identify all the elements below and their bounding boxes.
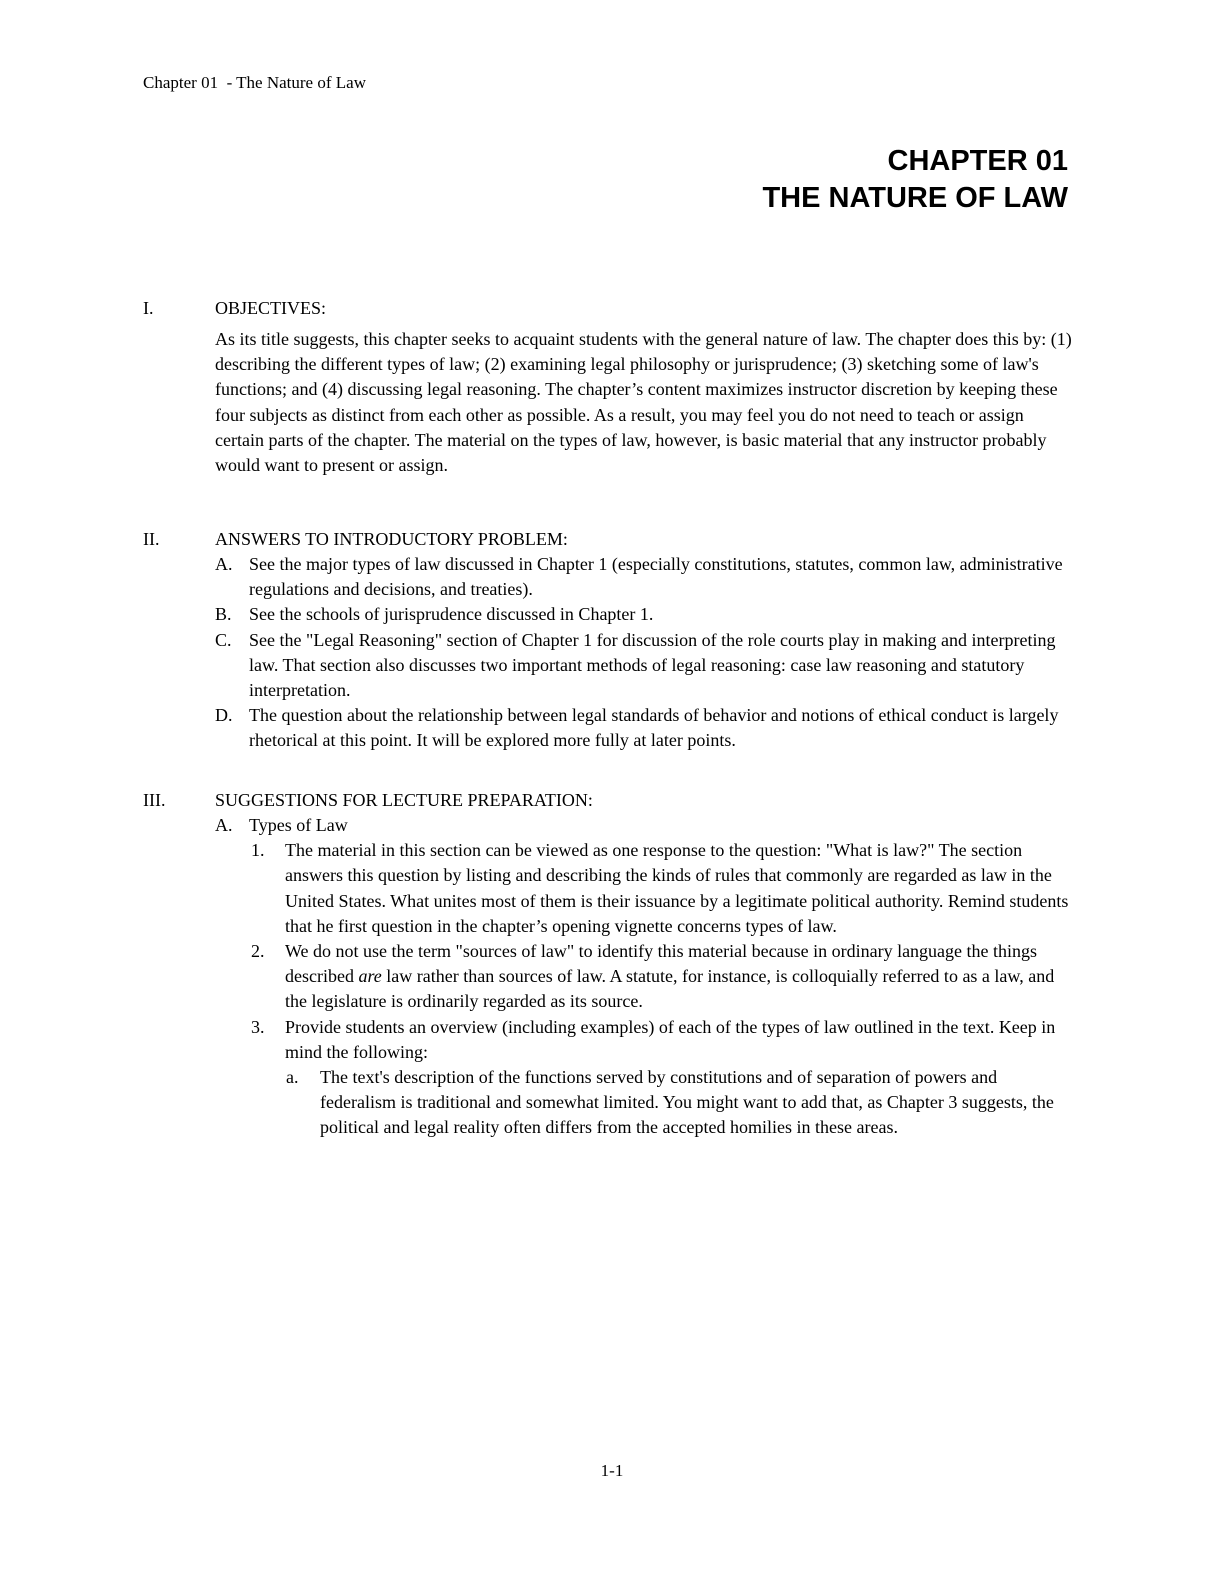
list-marker: 1.	[251, 840, 265, 861]
section-objectives	[143, 296, 1073, 478]
list-marker: B.	[215, 604, 232, 625]
objectives-paragraph: As its title suggests, this chapter seeks to acquaint students with the general nature of law. The chapter does this by: (1) describing the different types of law; (2) examining legal philosophy or jurisprudence; (3) sketching some of law's functions; and (4) discussing legal reasoning. The chapter’s content maximizes instructor discretion by keeping these four subjects as distinct from each other as possible. As a result, you may feel you do not need to teach or assign certain parts of the chapter. The material on the types of law, however, is basic material that any instructor probably would want to present or assign.	[215, 329, 1072, 476]
answers-list	[143, 552, 1073, 754]
chapter-number: CHAPTER 01	[887, 145, 1068, 177]
running-header: Chapter 01 - The Nature of Law	[143, 73, 366, 92]
list-item-text: The question about the relationship between legal standards of behavior and notions of ethical conduct is largely rhetorical at this point. It will be explored more fully at later points.	[249, 705, 1059, 751]
section-number: I.	[143, 298, 154, 318]
section-answers	[143, 527, 1073, 754]
section-heading	[143, 527, 1073, 552]
list-item-text: Provide students an overview (including examples) of each of the types of law outlined in the text. Keep in mind the following:	[285, 1016, 1056, 1062]
section-heading	[143, 296, 1073, 321]
list-marker: 2.	[251, 941, 265, 962]
list-item	[251, 1015, 1075, 1065]
list-item-text: See the schools of jurisprudence discussed in Chapter 1.	[249, 604, 654, 625]
list-item-text: See the major types of law discussed in Chapter 1 (especially constitutions, statutes, common law, administrative regulations and decisions, and treaties).	[249, 554, 1063, 600]
list-item	[215, 813, 1075, 838]
list-marker: A.	[215, 815, 233, 835]
list-item	[215, 552, 1075, 602]
page-number: 1-1	[600, 1461, 624, 1480]
list-item-text	[285, 941, 1054, 1011]
list-item	[286, 1065, 1075, 1141]
emphasis-text: are	[358, 966, 382, 987]
section-title: ANSWERS TO INTRODUCTORY PROBLEM:	[215, 529, 568, 549]
section-title: SUGGESTIONS FOR LECTURE PREPARATION:	[215, 790, 593, 810]
section-number: III.	[143, 790, 166, 810]
text-segment: We do not use the term "sources of law" to identify this material because in ordinary language the things described	[285, 941, 1038, 987]
text-segment: law rather than sources of law. A statute, for instance, is colloquially referred to as a law, and the legislature is ordinarily regarded as its source.	[285, 966, 1055, 1012]
list-item-text: The material in this section can be viewed as one response to the question: "What is law?" The section answers this question by listing and describing the kinds of rules that commonly are regarded as law in the United States. What unites most of them is their issuance by a legitimate political authority. Remind students that he first question in the chapter’s opening vignette concerns types of law.	[285, 840, 1069, 936]
list-item	[215, 628, 1075, 704]
list-marker: A.	[215, 554, 233, 574]
suggestions-list	[143, 813, 1073, 1141]
list-marker: 3.	[251, 1016, 265, 1037]
list-marker: C.	[215, 629, 232, 650]
list-item	[251, 939, 1075, 1015]
section-title: OBJECTIVES:	[215, 298, 327, 318]
list-item-text: See the "Legal Reasoning" section of Chapter 1 for discussion of the role courts play in making and interpreting law. That section also discusses two important methods of legal reasoning: case law reasoning and statutory interpretation.	[249, 629, 1056, 701]
section-heading	[143, 788, 1073, 813]
list-item-text: The text's description of the functions served by constitutions and of separation of powers and federalism is traditional and somewhat limited. You might want to add that, as Chapter 3 suggests, the political and legal reality often differs from the accepted homilies in these areas.	[320, 1067, 1054, 1138]
section-number: II.	[143, 529, 160, 549]
list-marker: D.	[215, 705, 233, 726]
chapter-name: THE NATURE OF LAW	[762, 182, 1068, 214]
list-marker: a.	[286, 1067, 299, 1088]
subsection-label: Types of Law	[249, 815, 348, 835]
list-item	[215, 602, 1075, 627]
section-suggestions	[143, 788, 1073, 1141]
list-item	[215, 703, 1075, 753]
chapter-title	[762, 143, 1068, 217]
list-item	[251, 838, 1075, 939]
